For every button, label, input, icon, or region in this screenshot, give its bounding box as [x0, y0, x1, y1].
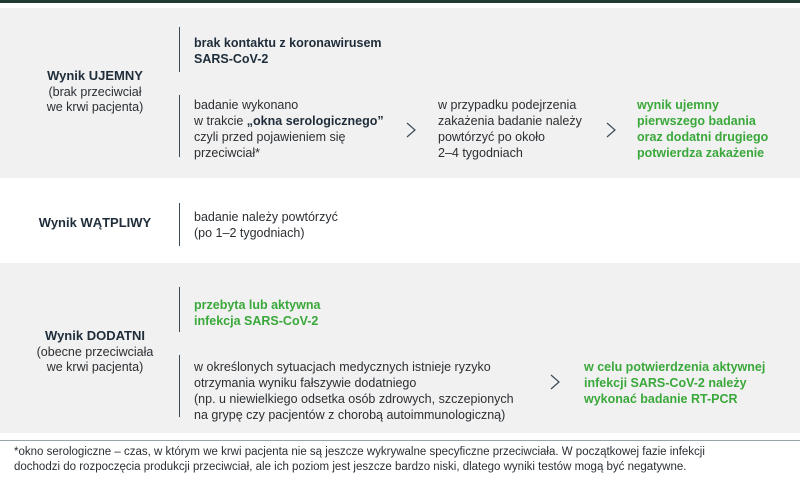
result-line4: potwierdza zakażenie	[637, 146, 765, 160]
confirm-line2: infekcji SARS-CoV-2 należy	[584, 376, 747, 390]
negative-result-text	[637, 97, 768, 161]
serological-window-term: „okna serologicznego”	[246, 114, 384, 128]
positive-subtitle	[20, 345, 170, 375]
infection-line1: przebyta lub aktywna	[194, 298, 321, 312]
footnote	[14, 445, 794, 475]
false-line1: w określonych sytuacjach medycznych istnieje ryzyko	[194, 360, 491, 374]
positive-subtitle-line1: (obecne przeciwciała	[36, 345, 154, 359]
infection-line2: infekcja SARS-CoV-2	[194, 314, 319, 328]
chevron-right-icon	[605, 121, 617, 139]
doubtful-text	[194, 209, 338, 241]
positive-subtitle-line2: we krwi pacjenta)	[46, 360, 144, 374]
window-line2-pre: w trakcie	[194, 114, 247, 128]
confirm-line3: wykonać badanie RT-PCR	[584, 392, 738, 406]
footnote-line1: *okno serologiczne – czas, w którym we krwi pacjenta nie są jeszcze wykrywalne specyficzne przeciwciała. W początkowej fazie infekcji	[14, 446, 705, 458]
chevron-right-icon	[405, 121, 417, 139]
window-line2	[194, 113, 384, 129]
negative-subtitle-line1: (brak przeciwciał	[48, 85, 142, 99]
doubtful-line2: (po 1–2 tygodniach)	[194, 226, 305, 240]
window-line3: czyli przed pojawieniem się	[194, 130, 346, 144]
result-line2: pierwszego badania	[637, 114, 756, 128]
infection-text	[194, 297, 320, 329]
divider-false-positive	[179, 355, 180, 417]
confirm-text	[584, 359, 765, 407]
top-rule	[0, 0, 800, 3]
negative-subtitle	[20, 85, 170, 115]
divider-no-contact	[179, 27, 180, 72]
window-line4: przeciwciał*	[194, 146, 260, 160]
result-line3: oraz dodatni drugiego	[637, 130, 769, 144]
window-text	[194, 97, 384, 161]
doubtful-line1: badanie należy powtórzyć	[194, 210, 338, 224]
divider-window	[179, 95, 180, 157]
divider-doubtful	[179, 203, 180, 246]
footnote-divider	[0, 440, 800, 441]
false-line3: (np. u niewielkiego odsetka osób zdrowych, szczepionych	[194, 392, 514, 406]
confirm-line1: w celu potwierdzenia aktywnej	[584, 360, 766, 374]
divider-infection	[179, 287, 180, 332]
repeat-line2: zakażenia badanie należy	[438, 114, 582, 128]
no-contact-line2: SARS-CoV-2	[194, 52, 269, 66]
false-line4: na grypę czy pacjentów z chorobą autoimmunologiczną)	[194, 408, 506, 422]
no-contact-line1: brak kontaktu z koronawirusem	[194, 36, 382, 50]
chevron-right-icon	[549, 373, 561, 391]
doubtful-title: Wynik WĄTPLIWY	[38, 215, 152, 230]
repeat-line1: w przypadku podejrzenia	[438, 98, 577, 112]
negative-subtitle-line2: we krwi pacjenta)	[46, 100, 144, 114]
positive-title: Wynik DODATNI	[45, 328, 145, 343]
window-line1: badanie wykonano	[194, 98, 299, 112]
negative-title: Wynik UJEMNY	[47, 68, 143, 83]
result-line1: wynik ujemny	[637, 98, 719, 112]
false-positive-text	[194, 359, 514, 423]
repeat-line3: powtórzyć po około	[438, 130, 546, 144]
repeat-line4: 2–4 tygodniach	[438, 146, 523, 160]
footnote-line2: dochodzi do rozpoczęcia produkcji przeciwciał, ale ich poziom jest jeszcze bardzo niski, dlatego wyniki testów mogą być negatywne.	[14, 461, 687, 473]
false-line2: otrzymania wyniku fałszywie dodatniego	[194, 376, 417, 390]
repeat-text	[438, 97, 582, 161]
no-contact-text	[194, 35, 382, 67]
